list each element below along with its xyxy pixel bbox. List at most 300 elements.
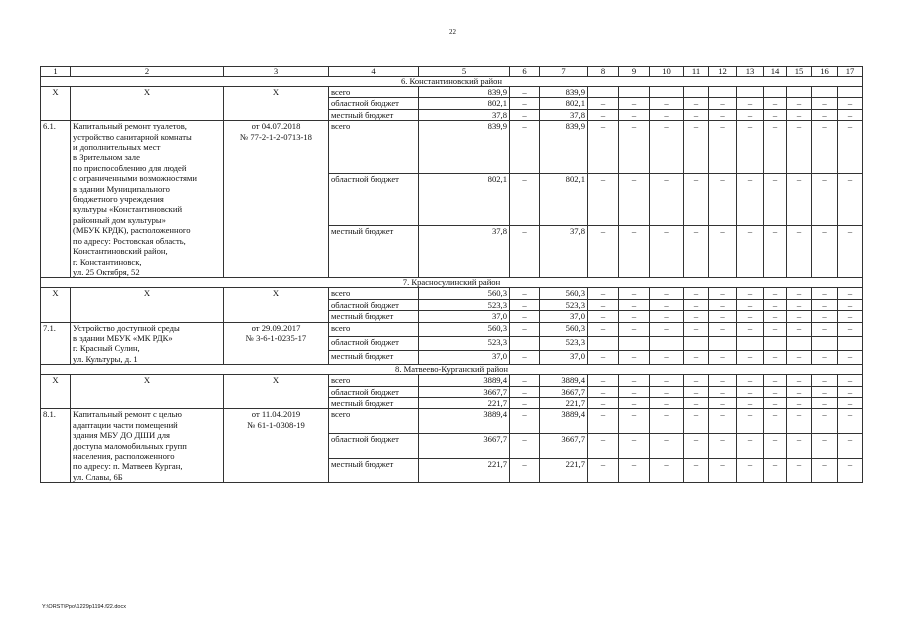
amount-cell: – bbox=[838, 322, 863, 336]
amount-total: 221,7 bbox=[419, 458, 510, 483]
amount-col7: 37,0 bbox=[540, 350, 588, 364]
column-number: 12 bbox=[709, 67, 737, 77]
amount-col7: 560,3 bbox=[540, 288, 588, 299]
funding-source: всего bbox=[329, 121, 419, 173]
amount-col6: – bbox=[510, 433, 540, 458]
document-line: от 29.09.2017 bbox=[251, 322, 301, 333]
amount-cell: – bbox=[650, 375, 684, 386]
summary-row bbox=[41, 375, 863, 386]
amount-cell: – bbox=[619, 288, 650, 299]
item-row bbox=[41, 409, 863, 434]
amount-cell: – bbox=[812, 109, 838, 120]
amount-cell: – bbox=[684, 397, 709, 408]
amount-col6: – bbox=[510, 350, 540, 364]
description-line: Капитальный ремонт туалетов, bbox=[73, 121, 187, 132]
amount-cell: – bbox=[588, 299, 619, 310]
x-mark: Х bbox=[224, 288, 329, 322]
amount-cell bbox=[684, 336, 709, 350]
amount-cell: – bbox=[650, 322, 684, 336]
funding-source: местный бюджет bbox=[329, 225, 419, 277]
amount-cell: – bbox=[684, 225, 709, 277]
amount-col6: – bbox=[510, 322, 540, 336]
amount-cell: – bbox=[650, 433, 684, 458]
amount-col6: – bbox=[510, 311, 540, 322]
amount-cell: – bbox=[764, 225, 787, 277]
amount-cell: – bbox=[838, 375, 863, 386]
amount-cell: – bbox=[709, 311, 737, 322]
expertise-document bbox=[224, 409, 329, 483]
column-number: 9 bbox=[619, 67, 650, 77]
description-line: по адресу: п. Матвеев Курган, bbox=[73, 461, 183, 472]
amount-cell: – bbox=[812, 98, 838, 109]
amount-cell bbox=[838, 87, 863, 98]
amount-cell: – bbox=[787, 225, 812, 277]
amount-cell: – bbox=[764, 397, 787, 408]
column-number: 14 bbox=[764, 67, 787, 77]
amount-cell bbox=[619, 336, 650, 350]
amount-cell: – bbox=[838, 409, 863, 434]
amount-cell: – bbox=[838, 225, 863, 277]
amount-cell: – bbox=[588, 288, 619, 299]
amount-cell: – bbox=[764, 173, 787, 225]
amount-cell: – bbox=[650, 173, 684, 225]
amount-cell: – bbox=[787, 409, 812, 434]
amount-cell: – bbox=[764, 299, 787, 310]
amount-cell bbox=[650, 336, 684, 350]
amount-cell: – bbox=[588, 458, 619, 483]
amount-cell: – bbox=[588, 322, 619, 336]
amount-total: 37,0 bbox=[419, 350, 510, 364]
amount-total: 839,9 bbox=[419, 87, 510, 98]
column-number: 10 bbox=[650, 67, 684, 77]
amount-cell bbox=[684, 87, 709, 98]
amount-cell: – bbox=[737, 98, 764, 109]
description-line: районный дом культуры» bbox=[73, 214, 166, 225]
description-line: г. Константиновск, bbox=[73, 256, 142, 267]
amount-cell: – bbox=[619, 433, 650, 458]
funding-source: всего bbox=[329, 409, 419, 434]
item-description bbox=[71, 409, 224, 483]
amount-cell: – bbox=[709, 299, 737, 310]
amount-cell: – bbox=[812, 409, 838, 434]
amount-cell: – bbox=[764, 458, 787, 483]
description-line: в здании МБУК «МК РДК» bbox=[73, 332, 173, 343]
amount-cell: – bbox=[619, 98, 650, 109]
amount-cell: – bbox=[737, 225, 764, 277]
amount-col7: 221,7 bbox=[540, 397, 588, 408]
column-number: 17 bbox=[838, 67, 863, 77]
document-line: от 04.07.2018 bbox=[251, 121, 301, 132]
amount-cell: – bbox=[737, 458, 764, 483]
description-line: г. Красный Сулин, bbox=[73, 343, 140, 354]
page-number: 22 bbox=[449, 28, 456, 36]
description-line: в Зрительном зале bbox=[73, 152, 140, 163]
amount-cell: – bbox=[764, 98, 787, 109]
amount-cell: – bbox=[588, 311, 619, 322]
amount-col7: 802,1 bbox=[540, 173, 588, 225]
amount-cell bbox=[588, 87, 619, 98]
amount-cell: – bbox=[787, 173, 812, 225]
funding-source: местный бюджет bbox=[329, 109, 419, 120]
x-mark: Х bbox=[224, 87, 329, 121]
amount-total: 37,0 bbox=[419, 311, 510, 322]
amount-cell: – bbox=[764, 109, 787, 120]
amount-total: 221,7 bbox=[419, 397, 510, 408]
amount-cell: – bbox=[619, 322, 650, 336]
amount-col7: 560,3 bbox=[540, 322, 588, 336]
document-line: от 11.04.2019 bbox=[251, 409, 301, 420]
amount-cell: – bbox=[619, 397, 650, 408]
amount-cell: – bbox=[764, 288, 787, 299]
section-header-row bbox=[41, 278, 863, 288]
amount-cell: – bbox=[619, 350, 650, 364]
amount-cell: – bbox=[812, 433, 838, 458]
amount-total: 3667,7 bbox=[419, 386, 510, 397]
description-line: бюджетного учреждения bbox=[73, 194, 164, 205]
amount-cell: – bbox=[737, 311, 764, 322]
x-mark: Х bbox=[71, 375, 224, 409]
amount-cell: – bbox=[709, 288, 737, 299]
amount-cell: – bbox=[684, 322, 709, 336]
amount-cell: – bbox=[588, 397, 619, 408]
amount-cell: – bbox=[588, 173, 619, 225]
amount-col7: 3889,4 bbox=[540, 409, 588, 434]
x-mark: Х bbox=[41, 87, 71, 121]
description-line: с ограниченными возможностями bbox=[73, 173, 197, 184]
description-line: ул. 25 Октября, 52 bbox=[73, 266, 140, 277]
amount-cell: – bbox=[764, 121, 787, 173]
amount-cell: – bbox=[838, 397, 863, 408]
amount-col6: – bbox=[510, 299, 540, 310]
amount-cell: – bbox=[619, 386, 650, 397]
amount-cell: – bbox=[787, 375, 812, 386]
amount-cell: – bbox=[787, 98, 812, 109]
amount-cell: – bbox=[650, 350, 684, 364]
amount-cell: – bbox=[737, 109, 764, 120]
amount-cell: – bbox=[787, 121, 812, 173]
amount-col7: 3667,7 bbox=[540, 433, 588, 458]
amount-cell: – bbox=[737, 322, 764, 336]
amount-total: 37,8 bbox=[419, 225, 510, 277]
amount-cell: – bbox=[737, 375, 764, 386]
item-number: 8.1. bbox=[41, 409, 71, 483]
description-line: доступа маломобильных групп bbox=[73, 440, 187, 451]
amount-cell: – bbox=[684, 409, 709, 434]
amount-cell: – bbox=[588, 409, 619, 434]
amount-cell: – bbox=[619, 375, 650, 386]
amount-cell: – bbox=[650, 299, 684, 310]
amount-cell: – bbox=[684, 109, 709, 120]
amount-col7: 37,8 bbox=[540, 225, 588, 277]
amount-cell: – bbox=[684, 288, 709, 299]
amount-cell bbox=[619, 87, 650, 98]
amount-total: 560,3 bbox=[419, 288, 510, 299]
funding-source: местный бюджет bbox=[329, 311, 419, 322]
amount-cell: – bbox=[619, 409, 650, 434]
amount-cell bbox=[588, 336, 619, 350]
amount-cell: – bbox=[709, 322, 737, 336]
description-line: ул. Культуры, д. 1 bbox=[73, 353, 138, 364]
amount-col6: – bbox=[510, 225, 540, 277]
amount-cell: – bbox=[619, 311, 650, 322]
column-number: 15 bbox=[787, 67, 812, 77]
description-line: и дополнительных мест bbox=[73, 142, 161, 153]
amount-col6: – bbox=[510, 87, 540, 98]
amount-cell: – bbox=[650, 288, 684, 299]
amount-cell bbox=[812, 336, 838, 350]
amount-cell: – bbox=[838, 433, 863, 458]
amount-cell: – bbox=[588, 98, 619, 109]
amount-cell: – bbox=[838, 288, 863, 299]
section-header-row bbox=[41, 365, 863, 375]
amount-cell: – bbox=[812, 397, 838, 408]
funding-source: всего bbox=[329, 288, 419, 299]
table-body bbox=[41, 67, 863, 483]
amount-total: 523,3 bbox=[419, 299, 510, 310]
amount-col7: 802,1 bbox=[540, 98, 588, 109]
amount-cell: – bbox=[588, 121, 619, 173]
description-line: Константиновский район, bbox=[73, 246, 168, 257]
section-title: 7. Красносулинский район bbox=[41, 278, 863, 288]
funding-source: областной бюджет bbox=[329, 336, 419, 350]
amount-cell: – bbox=[588, 109, 619, 120]
amount-cell: – bbox=[838, 299, 863, 310]
funding-source: местный бюджет bbox=[329, 458, 419, 483]
expertise-document bbox=[224, 121, 329, 278]
amount-cell: – bbox=[812, 173, 838, 225]
document-line: № 77-2-1-2-0713-18 bbox=[240, 131, 312, 142]
amount-total: 802,1 bbox=[419, 98, 510, 109]
amount-cell: – bbox=[838, 386, 863, 397]
amount-col7: 3667,7 bbox=[540, 386, 588, 397]
amount-cell: – bbox=[709, 375, 737, 386]
amount-cell: – bbox=[737, 386, 764, 397]
funding-source: областной бюджет bbox=[329, 433, 419, 458]
description-line: в здании Муниципального bbox=[73, 183, 170, 194]
amount-cell: – bbox=[812, 225, 838, 277]
amount-cell: – bbox=[709, 409, 737, 434]
amount-col6: – bbox=[510, 375, 540, 386]
amount-cell: – bbox=[684, 173, 709, 225]
column-number: 11 bbox=[684, 67, 709, 77]
amount-cell: – bbox=[619, 458, 650, 483]
amount-cell: – bbox=[709, 350, 737, 364]
amount-cell: – bbox=[812, 322, 838, 336]
amount-cell: – bbox=[764, 386, 787, 397]
amount-total: 802,1 bbox=[419, 173, 510, 225]
amount-cell: – bbox=[588, 350, 619, 364]
amount-cell bbox=[650, 87, 684, 98]
column-number: 7 bbox=[540, 67, 588, 77]
amount-cell: – bbox=[619, 225, 650, 277]
document-line: № 61-1-0308-19 bbox=[247, 419, 305, 430]
description-line: устройство санитарной комнаты bbox=[73, 131, 192, 142]
amount-cell: – bbox=[737, 121, 764, 173]
amount-cell: – bbox=[684, 121, 709, 173]
amount-cell: – bbox=[684, 311, 709, 322]
amount-cell: – bbox=[650, 386, 684, 397]
x-mark: Х bbox=[41, 288, 71, 322]
funding-source: областной бюджет bbox=[329, 98, 419, 109]
amount-cell bbox=[838, 336, 863, 350]
amount-cell: – bbox=[787, 322, 812, 336]
amount-col6: – bbox=[510, 397, 540, 408]
amount-cell: – bbox=[619, 109, 650, 120]
amount-col6: – bbox=[510, 409, 540, 434]
amount-cell: – bbox=[764, 311, 787, 322]
description-line: по приспособлению для людей bbox=[73, 162, 187, 173]
amount-cell: – bbox=[619, 173, 650, 225]
amount-cell: – bbox=[650, 109, 684, 120]
amount-cell: – bbox=[737, 173, 764, 225]
amount-cell: – bbox=[737, 288, 764, 299]
amount-cell: – bbox=[684, 386, 709, 397]
amount-col6: – bbox=[510, 386, 540, 397]
amount-cell: – bbox=[709, 458, 737, 483]
amount-cell: – bbox=[650, 121, 684, 173]
amount-cell: – bbox=[650, 397, 684, 408]
amount-cell: – bbox=[812, 288, 838, 299]
amount-cell: – bbox=[838, 121, 863, 173]
amount-cell: – bbox=[588, 225, 619, 277]
amount-total: 3889,4 bbox=[419, 409, 510, 434]
amount-total: 3667,7 bbox=[419, 433, 510, 458]
file-path-footer: Y:\ORST\Ppo\1229p1194.f22.docx bbox=[42, 604, 126, 610]
amount-total: 560,3 bbox=[419, 322, 510, 336]
amount-cell: – bbox=[812, 386, 838, 397]
amount-col6: – bbox=[510, 109, 540, 120]
column-number-row bbox=[41, 67, 863, 77]
amount-cell: – bbox=[787, 109, 812, 120]
amount-cell: – bbox=[764, 375, 787, 386]
description-line: здания МБУ ДО ДШИ для bbox=[73, 430, 170, 441]
amount-col7: 839,9 bbox=[540, 121, 588, 173]
amount-cell: – bbox=[812, 458, 838, 483]
amount-col7: 523,3 bbox=[540, 336, 588, 350]
amount-cell bbox=[812, 87, 838, 98]
amount-cell: – bbox=[684, 375, 709, 386]
amount-cell: – bbox=[787, 386, 812, 397]
amount-cell: – bbox=[764, 433, 787, 458]
amount-col6: – bbox=[510, 121, 540, 173]
column-number: 13 bbox=[737, 67, 764, 77]
amount-cell: – bbox=[737, 409, 764, 434]
amount-cell: – bbox=[684, 98, 709, 109]
amount-cell: – bbox=[812, 311, 838, 322]
section-title: 6. Константиновский район bbox=[41, 77, 863, 87]
funding-source: областной бюджет bbox=[329, 299, 419, 310]
funding-source: всего bbox=[329, 87, 419, 98]
amount-cell: – bbox=[709, 109, 737, 120]
amount-cell: – bbox=[812, 375, 838, 386]
amount-cell: – bbox=[684, 433, 709, 458]
amount-cell: – bbox=[838, 311, 863, 322]
item-row bbox=[41, 322, 863, 336]
description-line: населения, расположенного bbox=[73, 451, 175, 461]
amount-cell bbox=[737, 336, 764, 350]
item-row bbox=[41, 121, 863, 173]
amount-cell: – bbox=[684, 458, 709, 483]
amount-cell: – bbox=[838, 458, 863, 483]
description-line: культуры «Константиновский bbox=[73, 204, 183, 215]
amount-cell bbox=[787, 87, 812, 98]
column-number: 8 bbox=[588, 67, 619, 77]
amount-cell: – bbox=[709, 397, 737, 408]
amount-cell: – bbox=[709, 386, 737, 397]
amount-col6 bbox=[510, 336, 540, 350]
amount-cell: – bbox=[787, 311, 812, 322]
amount-cell bbox=[709, 336, 737, 350]
amount-cell: – bbox=[650, 98, 684, 109]
amount-cell: – bbox=[650, 458, 684, 483]
item-number: 6.1. bbox=[41, 121, 71, 278]
amount-cell bbox=[709, 87, 737, 98]
amount-cell: – bbox=[787, 458, 812, 483]
funding-source: всего bbox=[329, 322, 419, 336]
section-title: 8. Матвеево-Курганский район bbox=[41, 365, 863, 375]
amount-cell: – bbox=[787, 350, 812, 364]
amount-col6: – bbox=[510, 288, 540, 299]
amount-cell: – bbox=[838, 173, 863, 225]
amount-cell: – bbox=[650, 225, 684, 277]
amount-cell: – bbox=[588, 433, 619, 458]
budget-table bbox=[40, 66, 863, 483]
amount-total: 839,9 bbox=[419, 121, 510, 173]
amount-cell: – bbox=[650, 409, 684, 434]
amount-cell: – bbox=[709, 121, 737, 173]
column-number: 6 bbox=[510, 67, 540, 77]
amount-cell: – bbox=[787, 397, 812, 408]
amount-col7: 37,8 bbox=[540, 109, 588, 120]
amount-col7: 3889,4 bbox=[540, 375, 588, 386]
column-number: 1 bbox=[41, 67, 71, 77]
funding-source: областной бюджет bbox=[329, 386, 419, 397]
amount-col6: – bbox=[510, 98, 540, 109]
amount-cell: – bbox=[737, 299, 764, 310]
item-number: 7.1. bbox=[41, 322, 71, 365]
item-description bbox=[71, 322, 224, 365]
amount-cell: – bbox=[737, 397, 764, 408]
column-number: 3 bbox=[224, 67, 329, 77]
x-mark: Х bbox=[71, 87, 224, 121]
description-line: адаптации части помещений bbox=[73, 419, 178, 430]
amount-col7: 523,3 bbox=[540, 299, 588, 310]
amount-cell: – bbox=[838, 109, 863, 120]
column-number: 16 bbox=[812, 67, 838, 77]
funding-source: местный бюджет bbox=[329, 397, 419, 408]
amount-cell: – bbox=[709, 225, 737, 277]
amount-cell bbox=[787, 336, 812, 350]
amount-cell bbox=[764, 336, 787, 350]
column-number: 4 bbox=[329, 67, 419, 77]
funding-source: областной бюджет bbox=[329, 173, 419, 225]
x-mark: Х bbox=[224, 375, 329, 409]
expertise-document bbox=[224, 322, 329, 365]
amount-cell: – bbox=[838, 98, 863, 109]
amount-cell: – bbox=[787, 299, 812, 310]
amount-col6: – bbox=[510, 173, 540, 225]
amount-cell: – bbox=[764, 322, 787, 336]
amount-col7: 221,7 bbox=[540, 458, 588, 483]
amount-cell: – bbox=[764, 409, 787, 434]
amount-cell: – bbox=[787, 433, 812, 458]
summary-row bbox=[41, 87, 863, 98]
description-line: по адресу: Ростовская область, bbox=[73, 235, 186, 246]
funding-source: местный бюджет bbox=[329, 350, 419, 364]
description-line: (МБУК КРДК), расположенного bbox=[73, 225, 191, 236]
amount-col6: – bbox=[510, 458, 540, 483]
amount-cell: – bbox=[588, 386, 619, 397]
